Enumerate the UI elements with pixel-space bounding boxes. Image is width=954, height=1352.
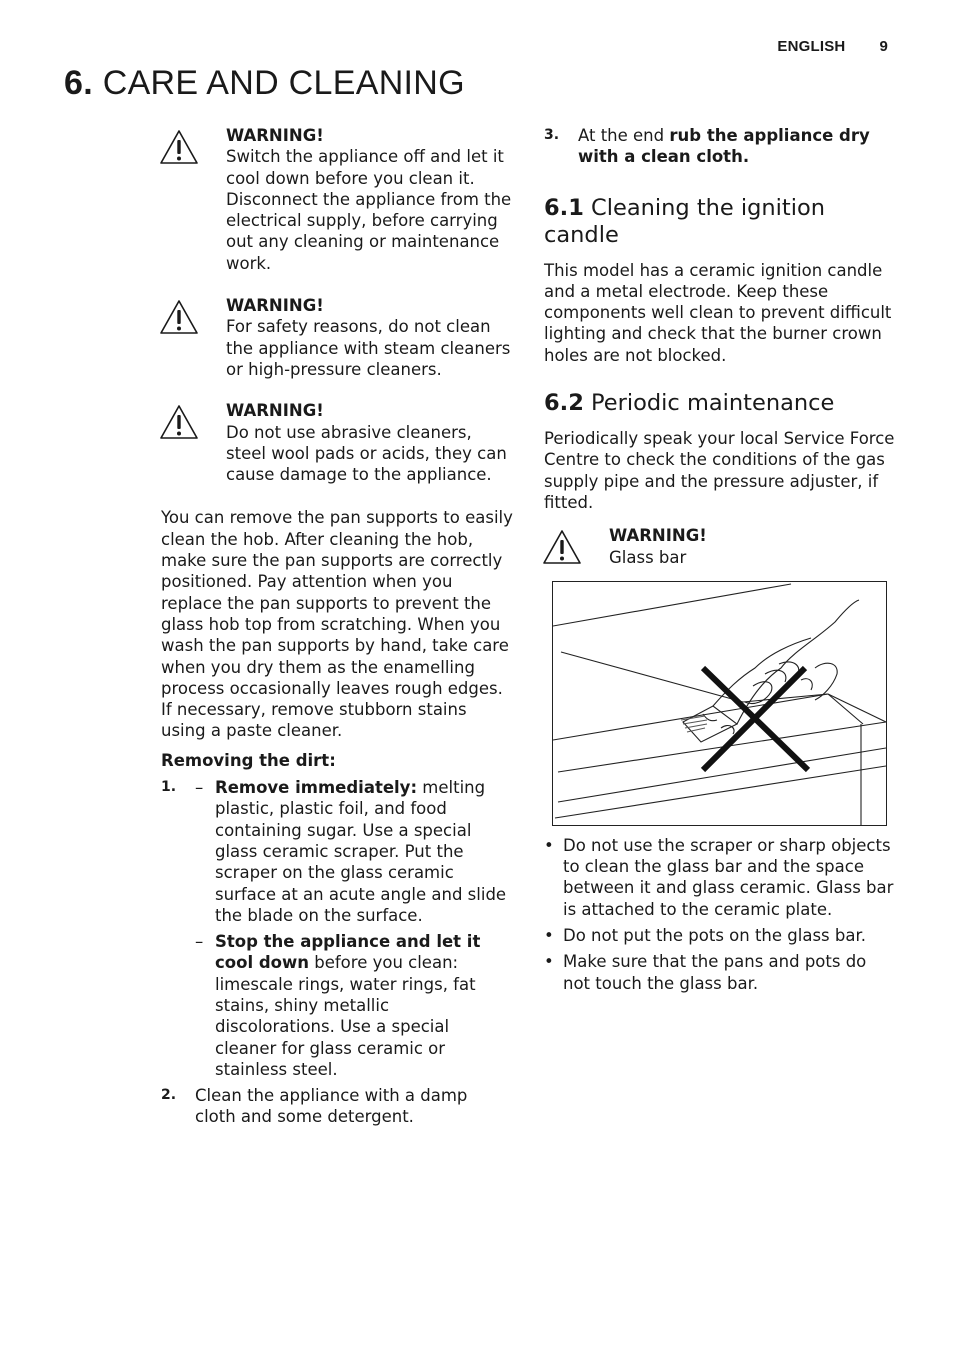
glass-bar-illustration [552, 581, 887, 826]
list-item [544, 835, 896, 920]
page-title [64, 64, 465, 103]
section-title: Periodic maintenance [591, 390, 835, 417]
dash-item [195, 931, 513, 1080]
section-6-2-heading [544, 390, 896, 417]
warning-title: WARNING! [609, 526, 707, 546]
section-number: 6. [64, 64, 93, 102]
step-bold-text: Stop the appliance and let it cool down [215, 932, 481, 973]
step-number: 1. [161, 779, 177, 796]
warning-block-3 [161, 400, 513, 485]
glass-bar-bullet-list [544, 835, 896, 994]
list-item [161, 777, 513, 1080]
warning-title: WARNING! [226, 126, 324, 145]
step-text: melting plastic, plastic foil, and food containing sugar. Use a special glass ceramic scraper. Put the scraper on the glass ceramic surface at an acute angle and slide the blade on the surface. [215, 778, 507, 925]
bullet-text: Make sure that the pans and pots do not touch the glass bar. [563, 952, 867, 993]
scraper-prohibited-illustration [553, 582, 886, 825]
list-item [161, 1085, 513, 1128]
warning-triangle-icon [158, 298, 200, 336]
section-title: Cleaning the ignition candle [544, 194, 826, 248]
warning-block-1 [161, 125, 513, 274]
list-item [544, 925, 896, 946]
warning-triangle-icon [541, 528, 583, 566]
step-bold-text: rub the appliance dry with a clean cloth. [578, 126, 870, 167]
step-text: Clean the appliance with a damp cloth and some detergent. [195, 1086, 468, 1127]
bullet-glyph: • [544, 835, 554, 855]
warning-title: WARNING! [226, 296, 324, 316]
warning-text: Do not use abrasive cleaners, steel wool pads or acids, they can cause damage to the appliance. [226, 422, 507, 485]
section-number: 6.1 [544, 194, 584, 221]
warning-text: Glass bar [609, 547, 687, 567]
removing-dirt-heading: Removing the dirt: [161, 750, 336, 770]
page-number: 9 [879, 38, 888, 55]
bullet-glyph: • [544, 952, 554, 972]
dash-glyph: – [195, 932, 204, 952]
left-column [161, 125, 513, 1128]
bullet-text: Do not put the pots on the glass bar. [563, 926, 866, 946]
page-header [777, 38, 888, 55]
cleaning-steps-list [161, 777, 513, 1128]
warning-triangle-icon [158, 403, 200, 441]
warning-triangle-icon [158, 128, 200, 166]
header-language: ENGLISH [777, 38, 846, 55]
section-title: CARE AND CLEANING [102, 64, 465, 102]
step-number: 2. [161, 1087, 177, 1104]
intro-paragraph: You can remove the pan supports to easily clean the hob. After cleaning the hob, make sure the pan supports are correctly positioned. Pay attention when you replace the pan supports to prevent the glass hob top from scratching. When you wash the pan supports by hand, take care when you dry them as the enamelling process occasionally leaves rough edges. If necessary, remove stubborn stains using a paste cleaner. [161, 508, 513, 741]
list-item [544, 125, 896, 168]
warning-block-glass-bar [544, 525, 896, 568]
right-column [544, 125, 896, 994]
dash-glyph: – [195, 778, 204, 798]
section-6-1-heading [544, 195, 896, 249]
warning-block-2 [161, 295, 513, 380]
warning-title: WARNING! [226, 401, 324, 421]
warning-text: For safety reasons, do not clean the appliance with steam cleaners or high-pressure cleaners. [226, 317, 511, 379]
bullet-glyph: • [544, 926, 554, 946]
step-number: 3. [544, 127, 560, 143]
section-6-2-text: Periodically speak your local Service Force Centre to check the conditions of the gas supply pipe and the pressure adjuster, if fitted. [544, 429, 895, 512]
bullet-text: Do not use the scraper or sharp objects to clean the glass bar and the space between it and glass ceramic. Glass bar is attached to the ceramic plate. [563, 835, 894, 919]
section-6-1-text: This model has a ceramic ignition candle and a metal electrode. Keep these components well clean to prevent difficult lighting and check that the burner crown holes are not blocked. [544, 260, 892, 365]
dash-item [195, 777, 513, 926]
step-bold-text: Remove immediately: [215, 778, 418, 798]
warning-text: Switch the appliance off and let it cool down before you clean it. Disconnect the appliance from the electrical supply, before carrying out any cleaning or maintenance work. [226, 147, 512, 273]
section-number: 6.2 [544, 390, 584, 417]
list-item [544, 951, 896, 994]
step-text: before you clean: limescale rings, water rings, fat stains, shiny metallic discolorations. Use a special cleaner for glass ceramic or stainless steel. [215, 953, 476, 1079]
step-text: At the end [578, 126, 670, 145]
